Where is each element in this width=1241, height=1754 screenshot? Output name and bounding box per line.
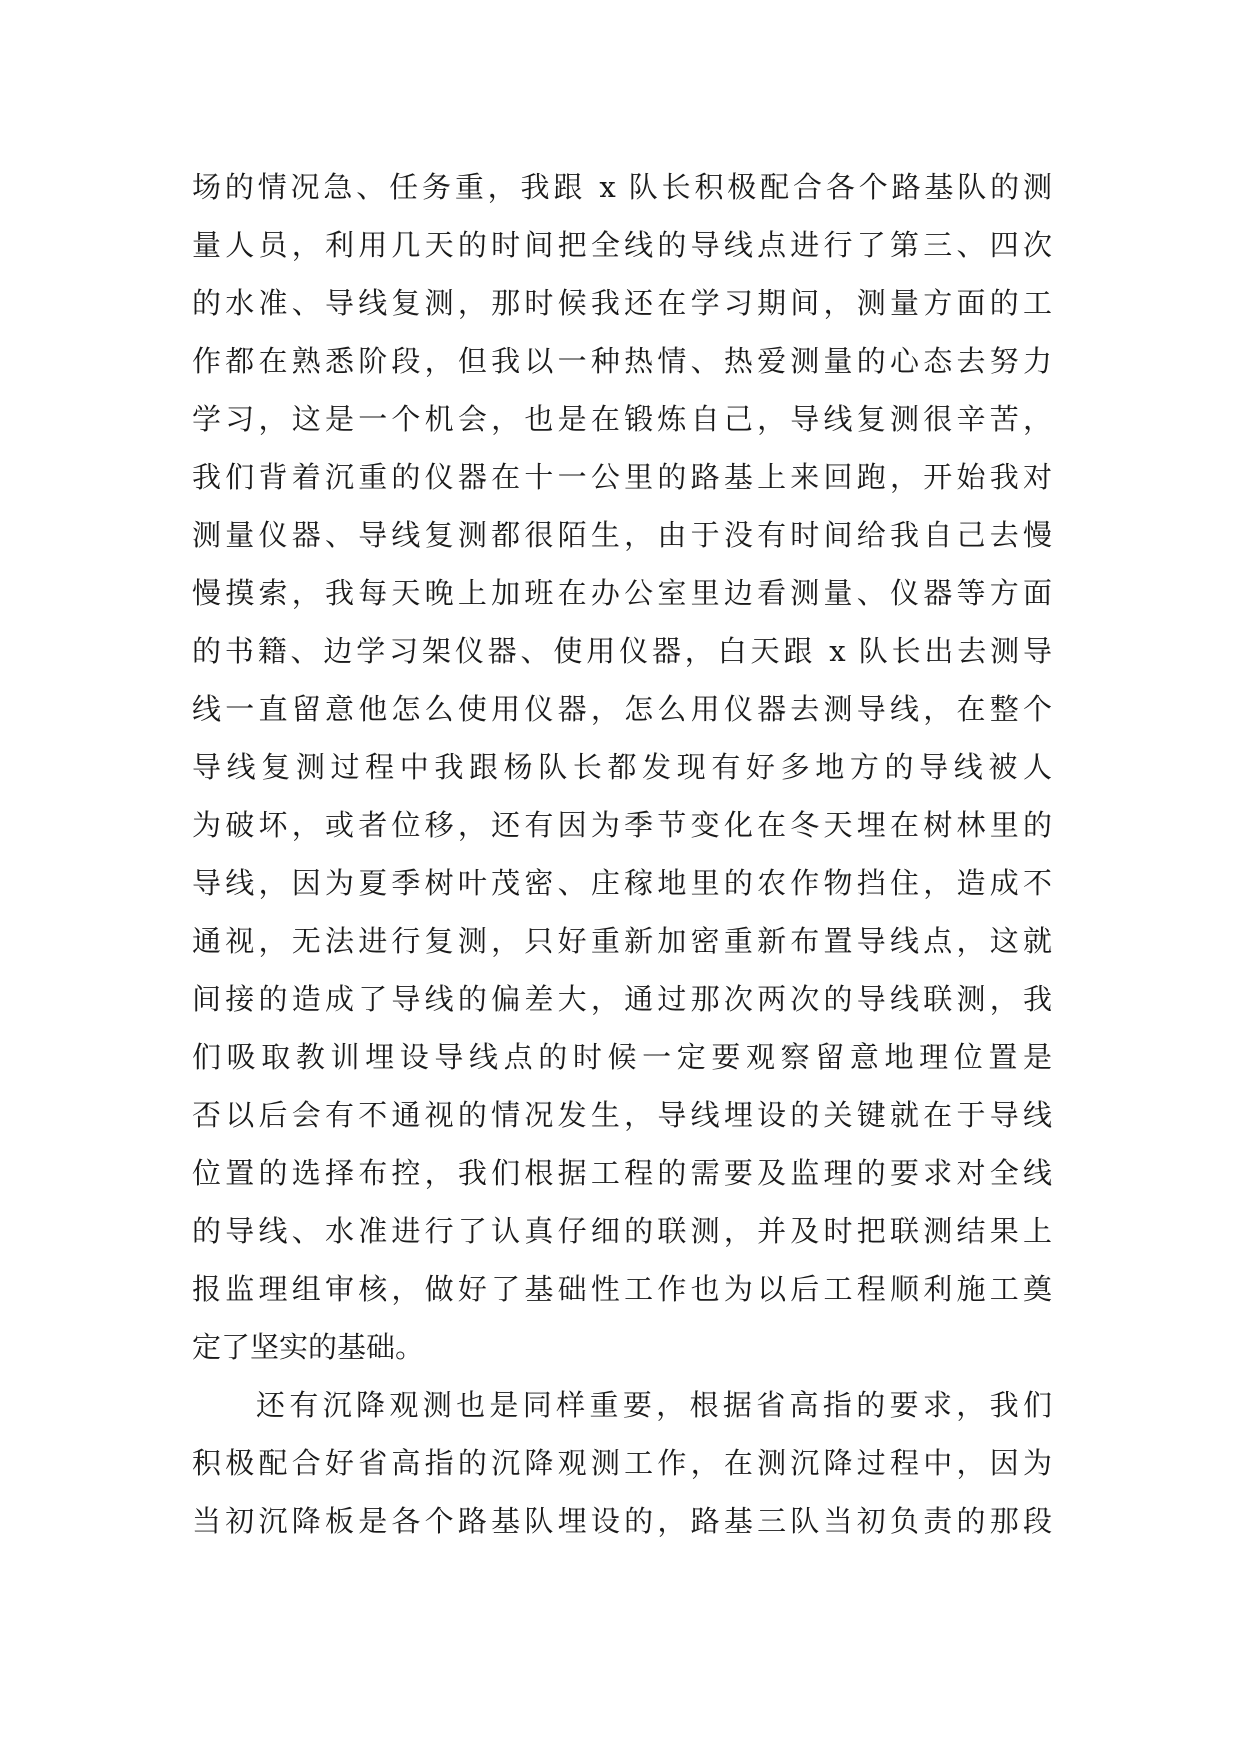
- text-line: 积极配合好省高指的沉降观测工作，在测沉降过程中，因为: [192, 1446, 1052, 1480]
- text-line: 的书籍、边学习架仪器、使用仪器，白天跟 x 队长出去测导: [192, 634, 1052, 668]
- text-line: 们吸取教训埋设导线点的时候一定要观察留意地理位置是: [192, 1040, 1052, 1074]
- text-line: 为破坏，或者位移，还有因为季节变化在冬天埋在树林里的: [192, 808, 1052, 842]
- text-line: 场的情况急、任务重，我跟 x 队长积极配合各个路基队的测: [192, 170, 1052, 204]
- text-line: 导线复测过程中我跟杨队长都发现有好多地方的导线被人: [192, 750, 1052, 784]
- text-line: 还有沉降观测也是同样重要，根据省高指的要求，我们: [256, 1388, 1052, 1422]
- text-line: 否以后会有不通视的情况发生，导线埋设的关键就在于导线: [192, 1098, 1052, 1132]
- text-line: 学习，这是一个机会，也是在锻炼自己，导线复测很辛苦，: [192, 402, 1052, 436]
- text-line: 导线，因为夏季树叶茂密、庄稼地里的农作物挡住，造成不: [192, 866, 1052, 900]
- text-line: 当初沉降板是各个路基队埋设的，路基三队当初负责的那段: [192, 1504, 1052, 1538]
- document-body: [192, 158, 1052, 1550]
- paragraph-1: [192, 158, 1052, 1376]
- text-line: 位置的选择布控，我们根据工程的需要及监理的要求对全线: [192, 1156, 1052, 1190]
- text-line: 线一直留意他怎么使用仪器，怎么用仪器去测导线，在整个: [192, 692, 1052, 726]
- text-line: 通视，无法进行复测，只好重新加密重新布置导线点，这就: [192, 924, 1052, 958]
- text-line: 慢摸索，我每天晚上加班在办公室里边看测量、仪器等方面: [192, 576, 1052, 610]
- text-line: 的水准、导线复测，那时候我还在学习期间，测量方面的工: [192, 286, 1052, 320]
- text-line: 量人员，利用几天的时间把全线的导线点进行了第三、四次: [192, 228, 1052, 262]
- text-line: 定了坚实的基础。: [192, 1330, 425, 1364]
- text-line: 我们背着沉重的仪器在十一公里的路基上来回跑，开始我对: [192, 460, 1052, 494]
- paragraph-2: [192, 1376, 1052, 1550]
- text-line: 的导线、水准进行了认真仔细的联测，并及时把联测结果上: [192, 1214, 1052, 1248]
- text-line: 作都在熟悉阶段，但我以一种热情、热爱测量的心态去努力: [192, 344, 1052, 378]
- text-line: 间接的造成了导线的偏差大，通过那次两次的导线联测，我: [192, 982, 1052, 1016]
- text-line: 测量仪器、导线复测都很陌生，由于没有时间给我自己去慢: [192, 518, 1052, 552]
- text-line: 报监理组审核，做好了基础性工作也为以后工程顺利施工奠: [192, 1272, 1052, 1306]
